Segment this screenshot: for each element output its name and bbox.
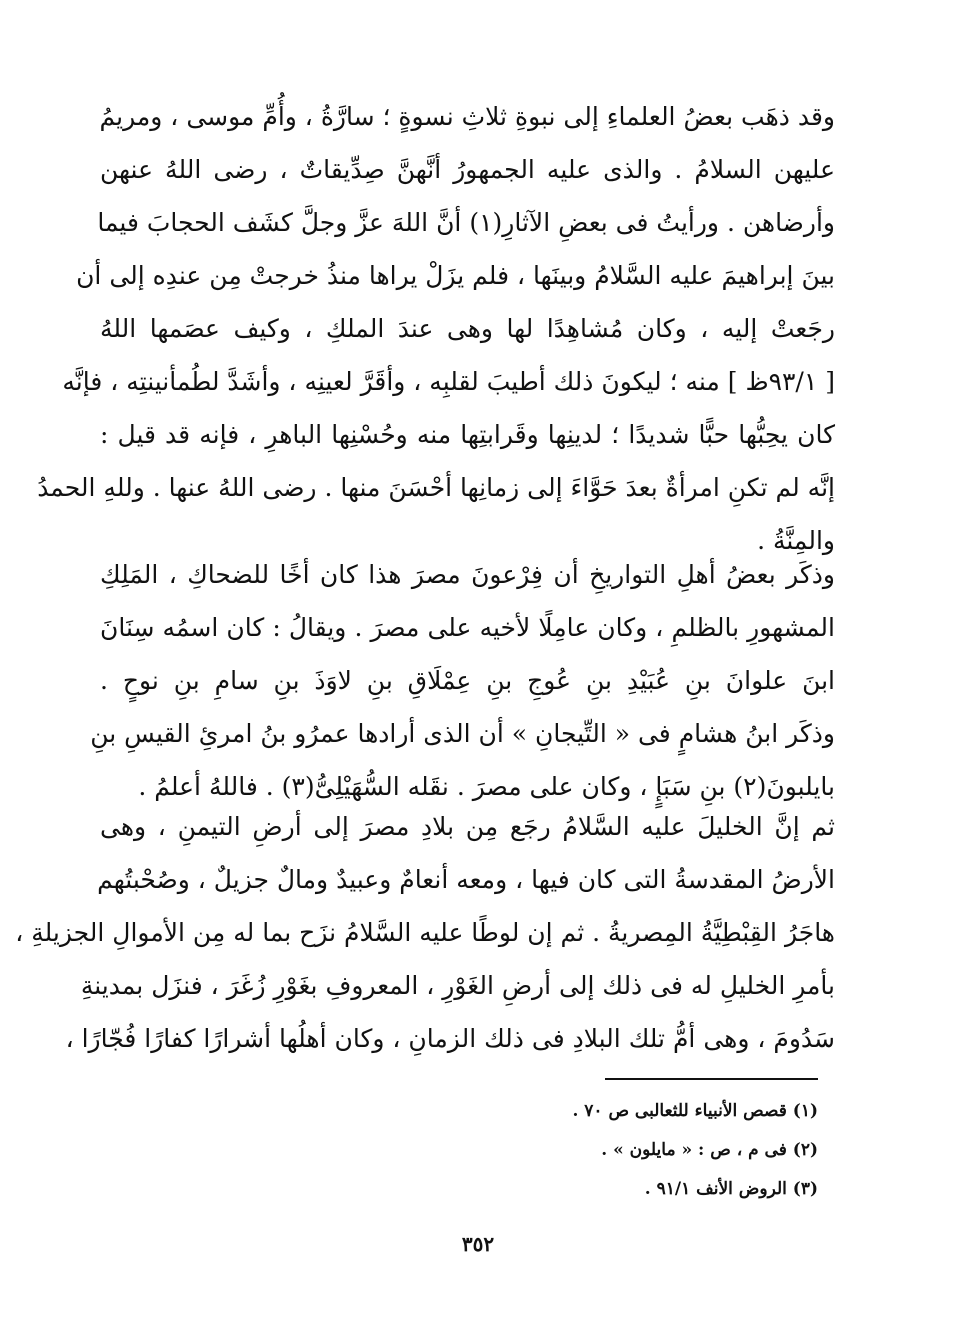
text-line: المشهورِ بالظلمِ ، وكان عامِلًا لأخيه على مصرَ . ويقالُ : كان اسمُه سِنَانَ	[100, 613, 835, 642]
paragraph-3	[15, 800, 835, 1065]
footnote-1: (١) قصص الأنبياء للثعالبى ص ٧٠ .	[572, 1101, 818, 1121]
text-line: بأمرِ الخليلِ له فى ذلك إلى أرضِ الغَوْرِ ، المعروفِ بغَوْرِ زُغَرَ ، فنزَل بمدينةِ	[80, 971, 835, 1000]
text-line: عليهن السلامُ . والذى عليه الجمهورُ أنَّهنَّ صِدِّيقاتٌ ، رضى اللهُ عنهن	[100, 155, 835, 184]
text-line: إنَّه لم تكنِ امرأةٌ بعدَ حَوَّاءَ إلى زمانِها أحْسَنَ منها . رضى اللهُ عنها . وللهِ الحمدُ	[37, 473, 835, 502]
text-line: هاجَرُ القِبْطِيَّةُ المِصريةُ . ثم إن لوطًا عليه السَّلامُ نزَح بما له مِن الأموالِ الجزيلةِ ،	[15, 918, 835, 947]
paragraph-1	[37, 90, 835, 567]
page-number: ٣٥٢	[461, 1232, 495, 1256]
footnotes	[400, 1092, 818, 1209]
footnote-2: (٢) فى م ، ص : « مايلون » .	[601, 1140, 818, 1160]
text-line: وذكَر بعضُ أهلِ التواريخِ أن فِرْعونَ مصرَ هذا كان أخًا للضحاكِ ، المَلِكِ	[100, 560, 835, 589]
text-line: الأرضُ المقدسةُ التى كان فيها ، ومعه أنعامٌ وعبيدٌ ومالٌ جزيلٌ ، وصُحْبتُهم	[97, 865, 835, 894]
footnote-3: (٣) الروض الأنف ٩١/١ .	[644, 1179, 818, 1199]
text-line: ثم إنَّ الخليلَ عليه السَّلامُ رجَع مِن بلادِ مصرَ إلى أرضِ التيمنِ ، وهى	[100, 812, 835, 841]
paragraph-2	[90, 548, 835, 813]
text-line: ابنَ علوانَ بنِ عُبَيْدِ بنِ عُوجِ بنِ عِمْلَاقِ بنِ لاوَذَ بنِ سامِ بنِ نوحٍ .	[100, 666, 835, 695]
text-line: بايلبونَ(٢) بنِ سَبَإٍ ، وكان على مصرَ . نقَله السُّهَيْلِىُّ(٣) . فاللهُ أعلمُ .	[138, 772, 835, 801]
text-line: سَدُومَ ، وهى أمُّ تلك البلادِ فى ذلك الزمانِ ، وكان أهلُها أشرارًا كفارًا فُجّارًا ،	[65, 1024, 835, 1053]
text-line: وقد ذهَب بعضُ العلماءِ إلى نبوةِ ثلاثِ نسوةٍ ؛ سارَّةُ ، وأُمِّ موسى ، ومريمُ	[99, 102, 835, 131]
footnote-separator	[605, 1078, 818, 1080]
text-line: وذكَر ابنُ هشامٍ فى « التِّيجانِ » أن الذى أرادها عمرُو بنُ امرئِ القيسِ بنِ	[90, 719, 835, 748]
text-line: رجَعتْ إليه ، وكان مُشاهِدًا لها وهى عندَ الملكِ ، وكيف عصَمها اللهُ	[100, 314, 835, 343]
text-line: وأرضاهن . ورأيتُ فى بعضِ الآثارِ(١) أنَّ اللهَ عزَّ وجلَّ كشَف الحجابَ فيما	[97, 208, 835, 237]
text-line: والمِنَّةُ .	[757, 526, 835, 555]
text-line: كان يحِبُّها حبًّا شديدًا ؛ لدينِها وقَرابتِها منه وحُسْنِها الباهرِ ، فإنه قد قيل :	[100, 420, 835, 449]
text-line: [ ٩٣/١ظ ] منه ؛ ليكونَ ذلك أطيبَ لقلبِه ، وأقَرَّ لعينِه ، وأشَدَّ لطُمأنينتِه ، فإنَّه	[62, 367, 835, 396]
text-line: بينَ إبراهيمَ عليه السَّلامُ وبينَها ، فلم يزَلْ يراها منذُ خرجتْ مِن عندِه إلى أن	[76, 261, 835, 290]
